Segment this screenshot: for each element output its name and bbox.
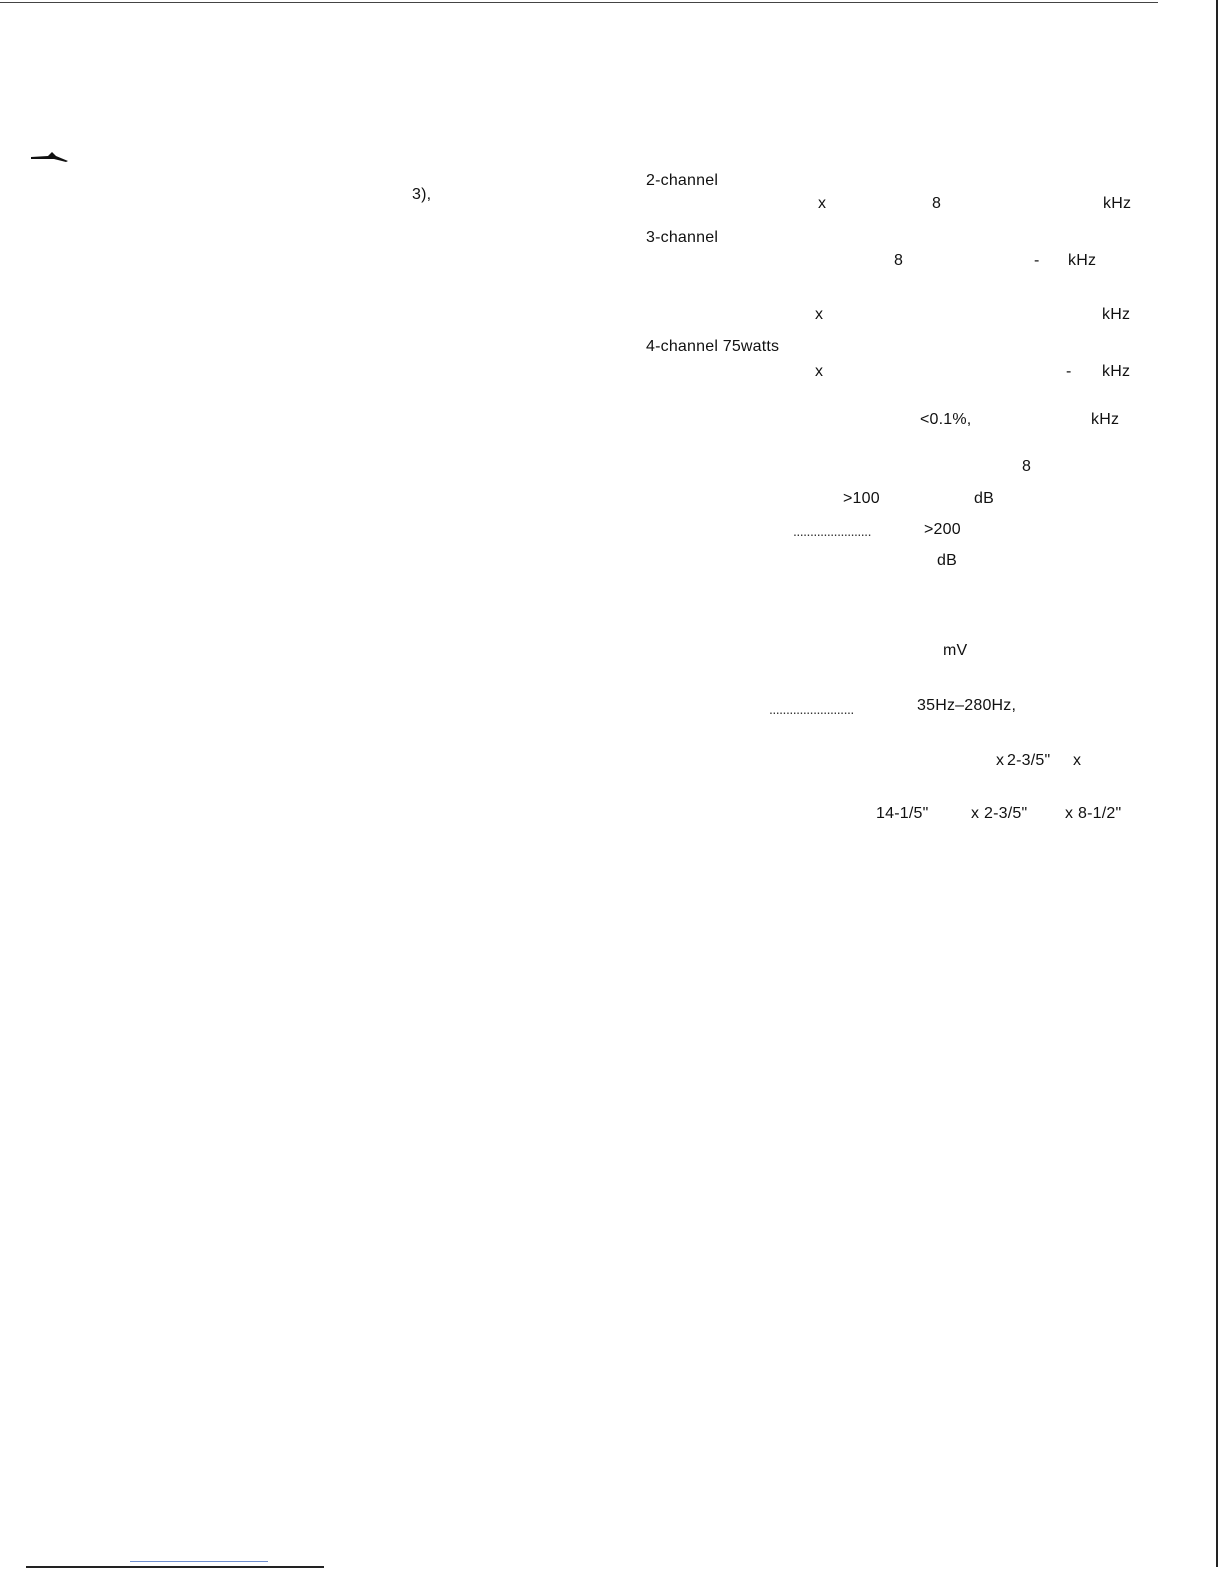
- spec-thd-unit: kHz: [1091, 411, 1120, 428]
- top-rule: [0, 2, 1158, 3]
- spec-snr-value: >100: [843, 490, 880, 507]
- spec-3ch-ohms: 8: [894, 252, 904, 269]
- footer-rule: [26, 1566, 324, 1568]
- spec-snr-unit: dB: [974, 490, 994, 507]
- spec-damping-value: >200: [924, 521, 961, 538]
- spec-2ch-x: x: [818, 195, 827, 212]
- spec-sensitivity-unit: mV: [943, 642, 968, 659]
- spec-dim-a-height: 2-3/5": [1007, 752, 1051, 769]
- spec-3ch-dash: -: [1034, 252, 1040, 269]
- spec-dim-b-depth: 8-1/2": [1078, 805, 1122, 822]
- spec-2ch-unit: kHz: [1103, 195, 1132, 212]
- spec-3ch-label: 3-channel: [646, 229, 719, 246]
- spec-impedance-ohms: 8: [1022, 458, 1032, 475]
- spec-4ch-dash: -: [1066, 363, 1072, 380]
- spec-thd-value: <0.1%,: [920, 411, 972, 428]
- spec-crossover-leader: .........................: [769, 701, 854, 717]
- spec-dim-b-width: 14-1/5": [876, 805, 929, 822]
- spec-2ch-ohms: 8: [932, 195, 942, 212]
- spec-4ch-label: 4-channel 75watts: [646, 338, 780, 355]
- spec-dim-a-x2: x: [1073, 752, 1082, 769]
- spec-3ch-x: x: [815, 306, 824, 323]
- spec-2ch-label: 2-channel: [646, 172, 719, 189]
- spec-3ch-unit2: kHz: [1102, 306, 1131, 323]
- spec-dim-b-x1: x: [971, 805, 980, 822]
- scan-mark-icon: [30, 150, 70, 164]
- spec-dim-b-x2: x: [1065, 805, 1074, 822]
- footer-link-underline: [130, 1561, 268, 1562]
- spec-damping-leader: .......................: [793, 523, 871, 539]
- spec-dim-b-height: 2-3/5": [984, 805, 1028, 822]
- spec-dim-a-x1: x: [996, 752, 1005, 769]
- left-column-fragment: 3),: [412, 186, 432, 203]
- spec-3ch-unit1: kHz: [1068, 252, 1097, 269]
- spec-4ch-x: x: [815, 363, 824, 380]
- spec-4ch-unit: kHz: [1102, 363, 1131, 380]
- spec-crossover-value: 35Hz–280Hz,: [917, 697, 1017, 714]
- spec-separation-unit: dB: [937, 552, 957, 569]
- right-margin-rule: [1216, 0, 1218, 1567]
